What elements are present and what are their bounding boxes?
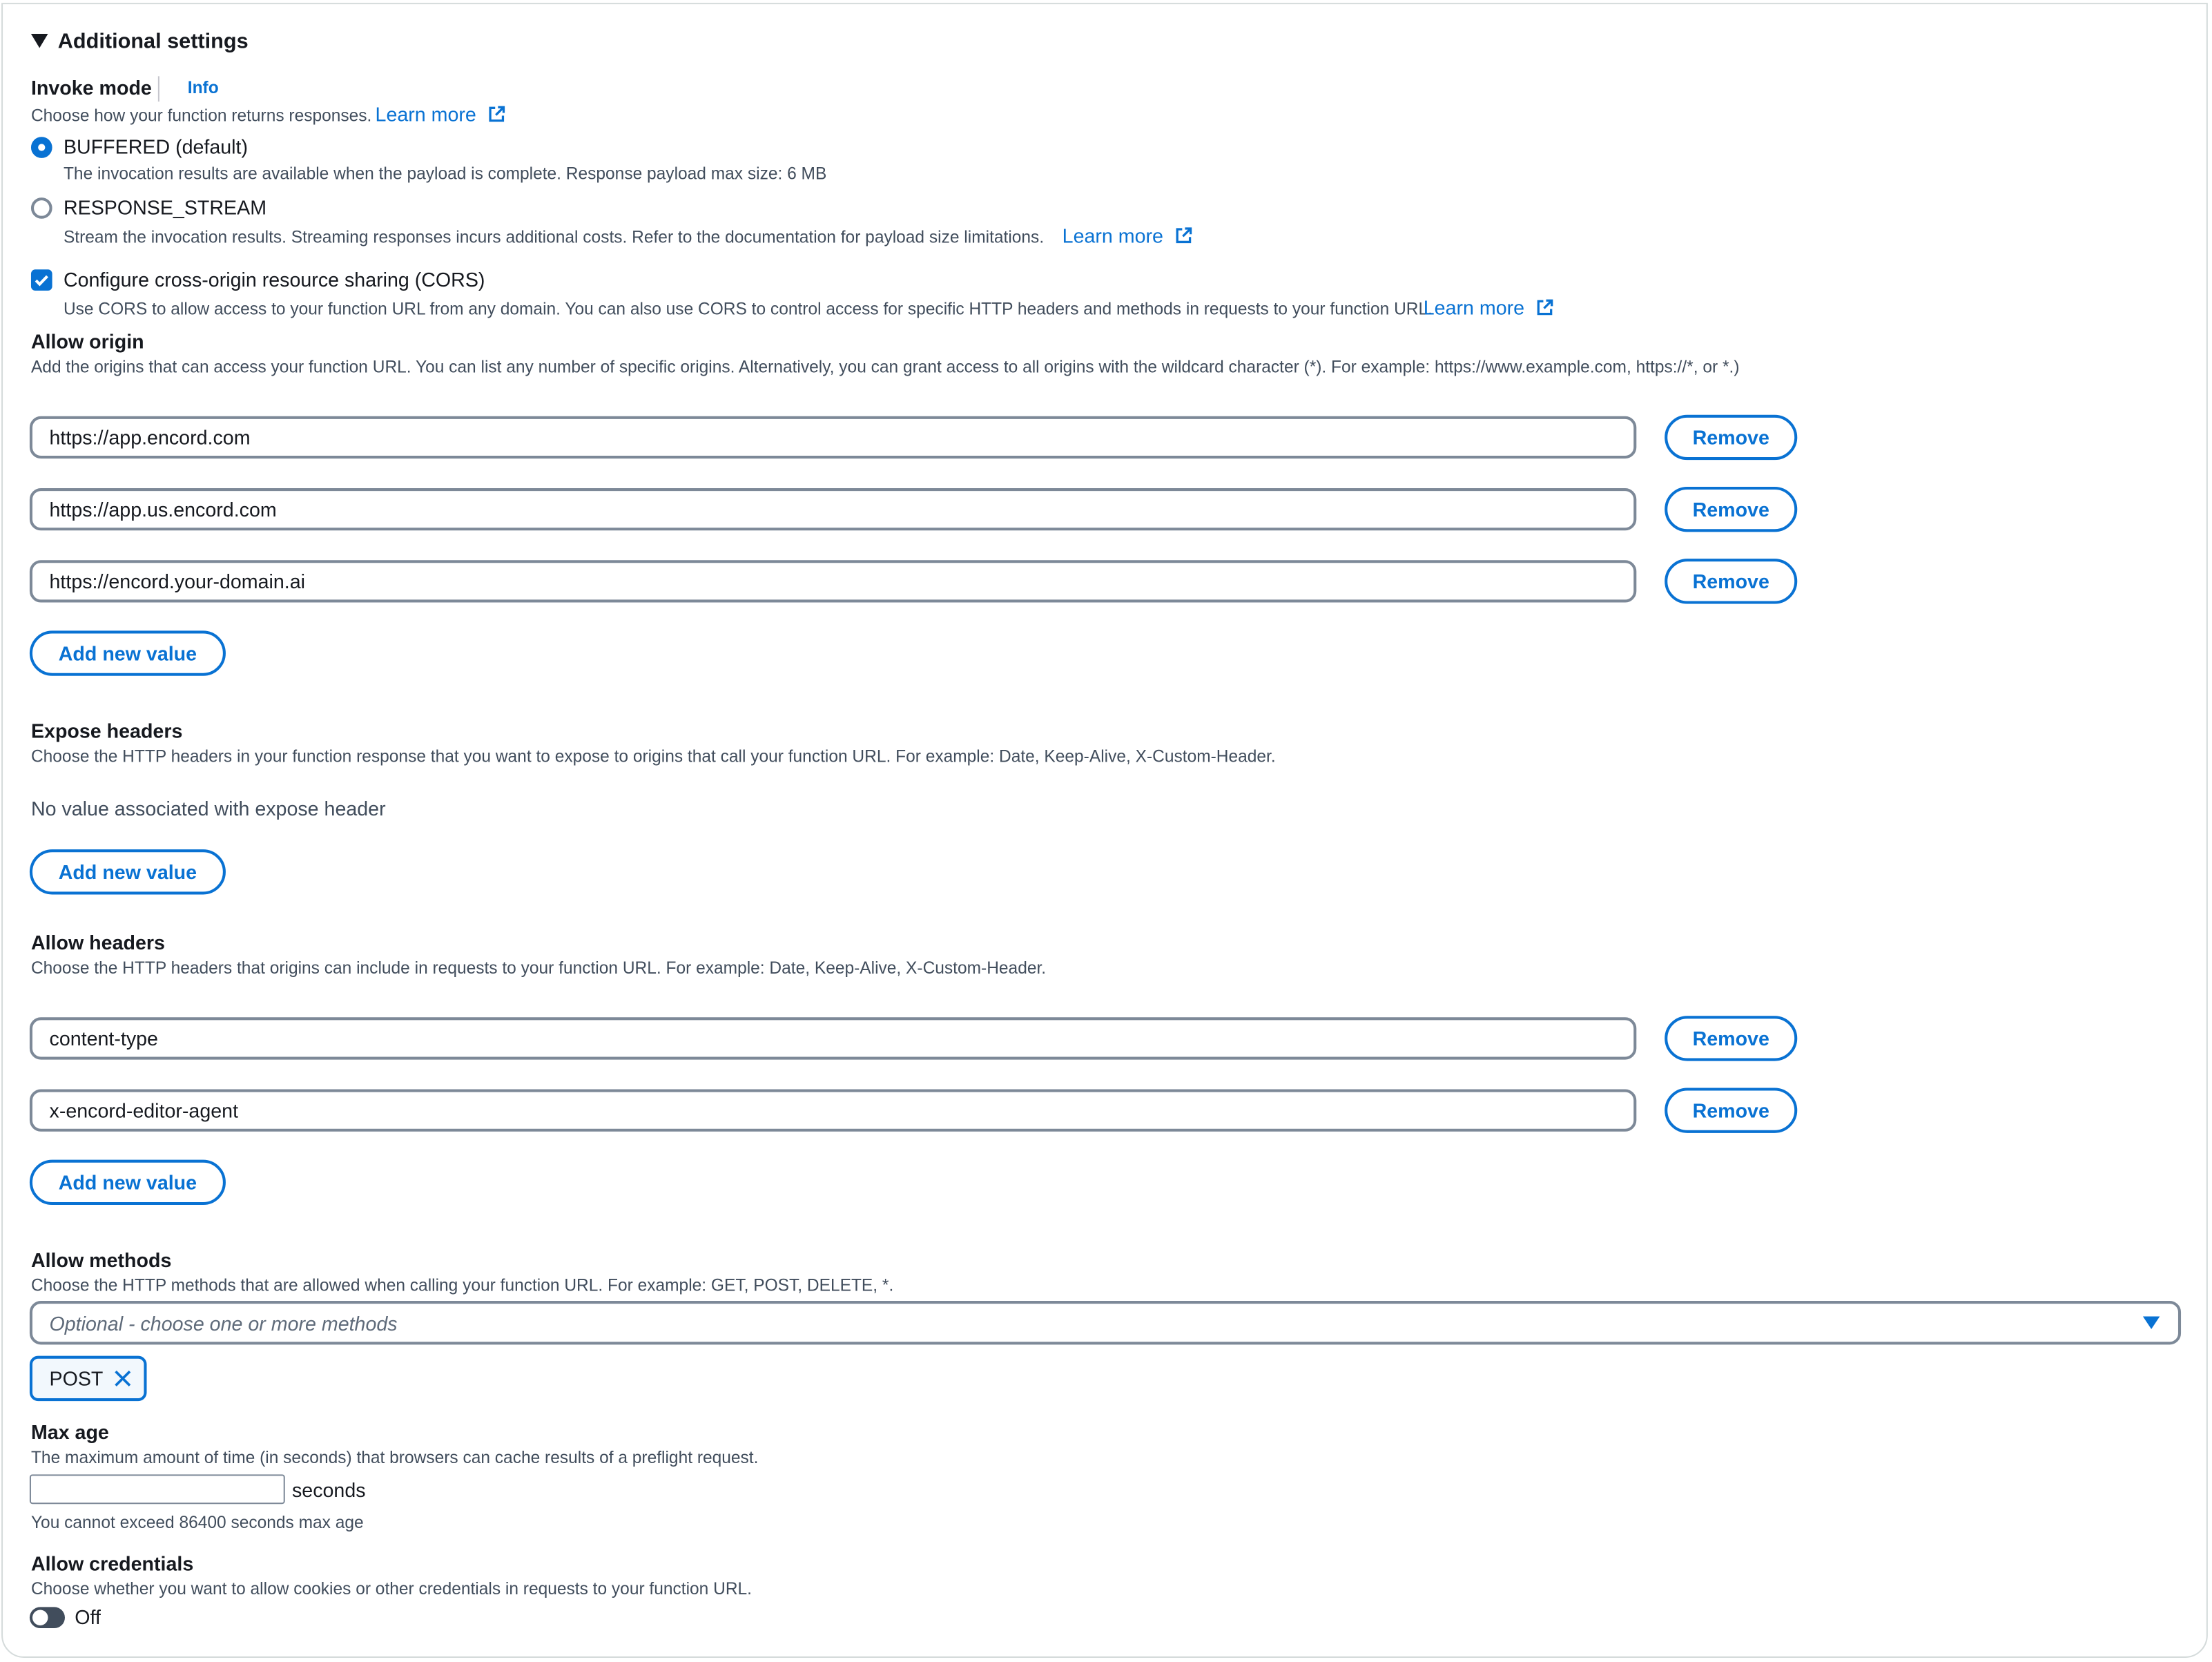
response-stream-learn-more-link[interactable] [1063,224,1192,250]
allow-origin-input-1[interactable] [30,416,1636,458]
allow-headers-input-2[interactable] [30,1089,1636,1131]
allow-credentials-toggle[interactable] [30,1607,65,1628]
max-age-constraint: You cannot exceed 86400 seconds max age [30,1512,364,1533]
allow-headers-label: Allow headers [30,931,165,954]
allow-headers-input-1[interactable] [30,1017,1636,1059]
buffered-radio[interactable] [31,137,52,158]
expose-headers-description: Choose the HTTP headers in your function response that you want to expose to origins that call your function URL. For example: Date, Keep-Alive, X-Custom-Header. [30,746,1276,766]
external-link-icon [488,106,505,123]
expose-headers-empty-text: No value associated with expose header [30,797,386,820]
allow-origin-label: Allow origin [30,330,144,353]
caret-down-icon [2143,1316,2160,1328]
allow-methods-placeholder: Optional - choose one or more methods [49,1312,398,1335]
learn-more-text[interactable]: Learn more [1423,296,1525,319]
allow-origin-remove-button-1[interactable]: Remove [1665,415,1797,460]
allow-methods-label: Allow methods [30,1248,172,1272]
allow-origin-input-3[interactable] [30,560,1636,602]
invoke-mode-learn-more-link[interactable] [376,103,505,128]
checkmark-icon [31,269,52,291]
invoke-mode-description: Choose how your function returns responses. [30,106,372,126]
cors-learn-more-link[interactable] [1424,296,1553,322]
allow-origin-description: Add the origins that can access your function URL. You can list any number of specific origins. Alternatively, you can grant access to all origins with the wildcard character (*). For example: https://www.example.com, https://*, or *.) [30,356,1740,377]
expose-headers-add-button[interactable]: Add new value [30,849,226,894]
learn-more-text[interactable]: Learn more [375,103,476,126]
allow-methods-description: Choose the HTTP methods that are allowed when calling your function URL. For example: GET, POST, DELETE, *. [30,1275,894,1295]
expose-headers-label: Expose headers [30,719,183,742]
buffered-option-label[interactable]: BUFFERED (default) [63,135,249,158]
cors-label[interactable]: Configure cross-origin resource sharing (CORS) [63,268,485,291]
toggle-knob [32,1610,48,1625]
external-link-icon [1536,299,1553,316]
learn-more-text[interactable]: Learn more [1062,224,1163,247]
buffered-option-description: The invocation results are available when the payload is complete. Response payload max size: 6 MB [63,164,827,184]
allow-origin-add-button[interactable]: Add new value [30,630,226,675]
caret-down-icon[interactable] [31,34,48,48]
close-icon[interactable] [113,1369,133,1389]
method-token-post [30,1356,147,1401]
allow-headers-description: Choose the HTTP headers that origins can include in requests to your function URL. For example: Date, Keep-Alive, X-Custom-Header. [30,958,1047,978]
cors-description: Use CORS to allow access to your function URL from any domain. You can also use CORS to control access for specific HTTP headers and methods in requests to your function URL. [63,299,1433,319]
max-age-unit: seconds [291,1478,366,1502]
max-age-input[interactable] [30,1474,285,1504]
external-link-icon [1175,227,1192,244]
settings-panel [1,3,2208,1658]
response-stream-option-description: Stream the invocation results. Streaming responses incurs additional costs. Refer to the documentation for payload size limitations. [63,226,1045,247]
section-title[interactable]: Additional settings [57,29,249,54]
cors-checkbox[interactable] [31,269,52,291]
allow-credentials-label: Allow credentials [30,1552,194,1575]
allow-credentials-description: Choose whether you want to allow cookies or other credentials in requests to your function URL. [30,1578,752,1599]
invoke-mode-label: Invoke mode [30,76,152,99]
allow-origin-remove-button-3[interactable]: Remove [1665,559,1797,603]
allow-origin-remove-button-2[interactable]: Remove [1665,487,1797,532]
allow-origin-input-2[interactable] [30,488,1636,530]
response-stream-option-label[interactable]: RESPONSE_STREAM [63,196,267,219]
method-token-label: POST [49,1367,104,1390]
label-divider [158,76,159,102]
allow-headers-remove-button-1[interactable]: Remove [1665,1016,1797,1061]
allow-credentials-state: Off [75,1605,101,1629]
max-age-description: The maximum amount of time (in seconds) that browsers can cache results of a preflight request. [30,1447,759,1468]
max-age-label: Max age [30,1420,109,1444]
allow-methods-select[interactable] [30,1301,2181,1344]
allow-headers-add-button[interactable]: Add new value [30,1160,226,1205]
response-stream-radio[interactable] [31,197,52,219]
invoke-mode-info-link[interactable]: Info [187,77,219,97]
allow-headers-remove-button-2[interactable]: Remove [1665,1088,1797,1132]
